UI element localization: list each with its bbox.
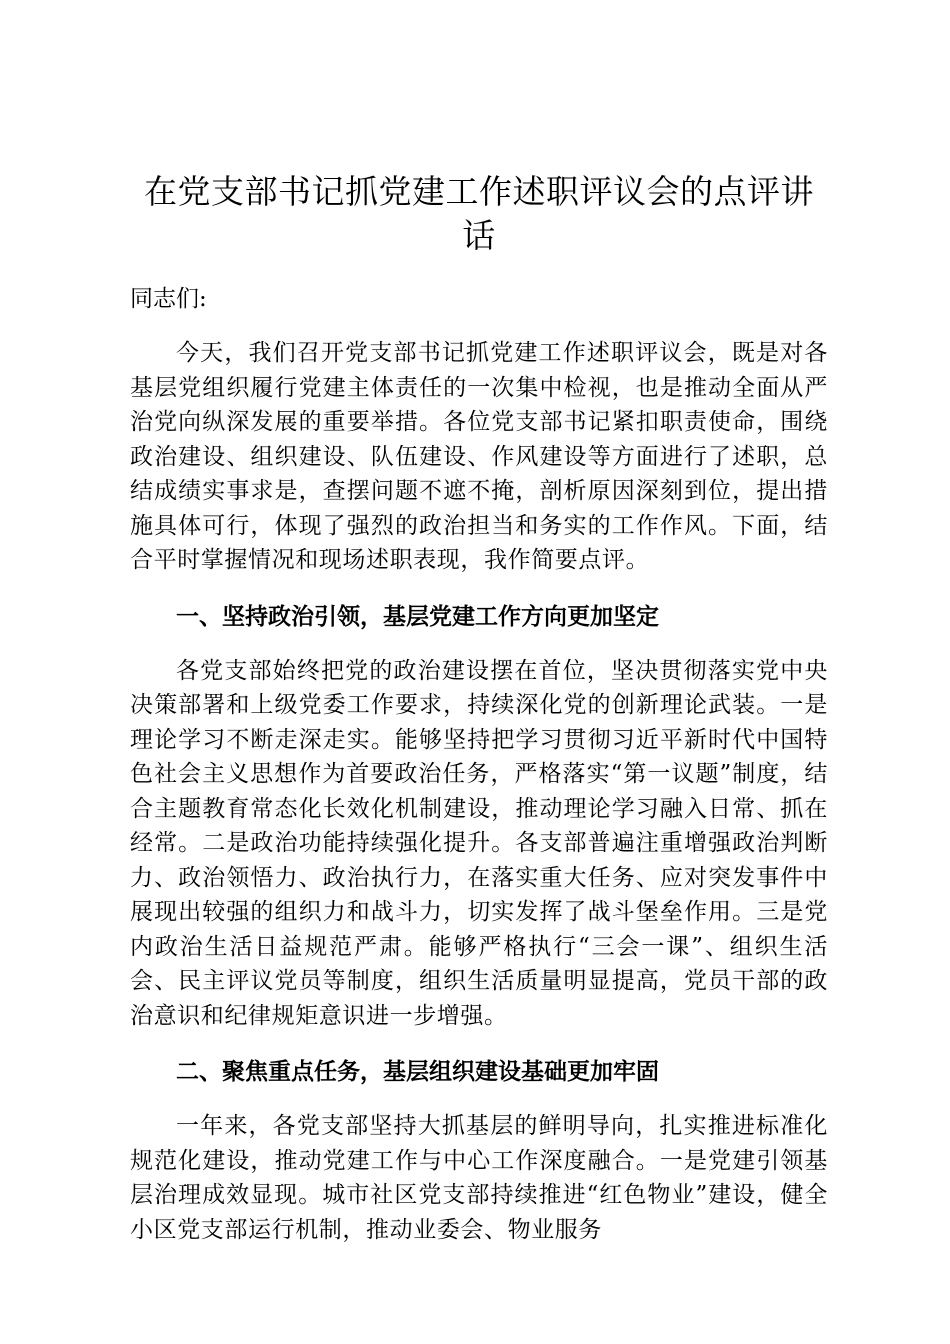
section-1-paragraph: 各党支部始终把党的政治建设摆在首位，坚决贯彻落实党中央决策部署和上级党委工作要求，持续深化党的创新理论武装。一是理论学习不断走深走实。能够坚持把学习贯彻习近平新时代中国特色社会主义思想作为首要政治任务，严格落实“第一议题”制度，结合主题教育常态化长效化机制建设，推动理论学习融入日常、抓在经常。二是政治功能持续强化提升。各支部普遍注重增强政治判断力、政治领悟力、政治执行力，在落实重大任务、应对突发事件中展现出较强的组织力和战斗力，切实发挥了战斗堡垒作用。三是党内政治生活日益规范严肃。能够严格执行“三会一课”、组织生活会、民主评议党员等制度，组织生活质量明显提高，党员干部的政治意识和纪律规矩意识进一步增强。 — [130, 657, 828, 1029]
document-title: 在党支部书记抓党建工作述职评议会的点评讲话 — [144, 172, 814, 255]
document-page — [130, 170, 828, 1247]
salutation: 同志们: — [130, 286, 207, 312]
section-2-paragraph: 一年来，各党支部坚持大抓基层的鲜明导向，扎实推进标准化规范化建设，推动党建工作与中心工作深度融合。一是党建引领基层治理成效显现。城市社区党支部持续推进“红色物业”建设，健全小区党支部运行机制，推动业委会、物业服务 — [130, 1113, 828, 1243]
section-2-heading: 二、聚焦重点任务，基层组织建设基础更加牢固 — [176, 1059, 659, 1085]
intro-paragraph: 今天，我们召开党支部书记抓党建工作述职评议会，既是对各基层党组织履行党建主体责任的一次集中检视，也是推动全面从严治党向纵深发展的重要举措。各位党支部书记紧扣职责使命，围绕政治建设、组织建设、队伍建设、作风建设等方面进行了述职，总结成绩实事求是，查摆问题不遮不掩，剖析原因深刻到位，提出措施具体可行，体现了强烈的政治担当和务实的工作作风。下面，结合平时掌握情况和现场述职表现，我作简要点评。 — [130, 340, 828, 573]
section-1-heading: 一、坚持政治引领，基层党建工作方向更加坚定 — [176, 603, 659, 630]
